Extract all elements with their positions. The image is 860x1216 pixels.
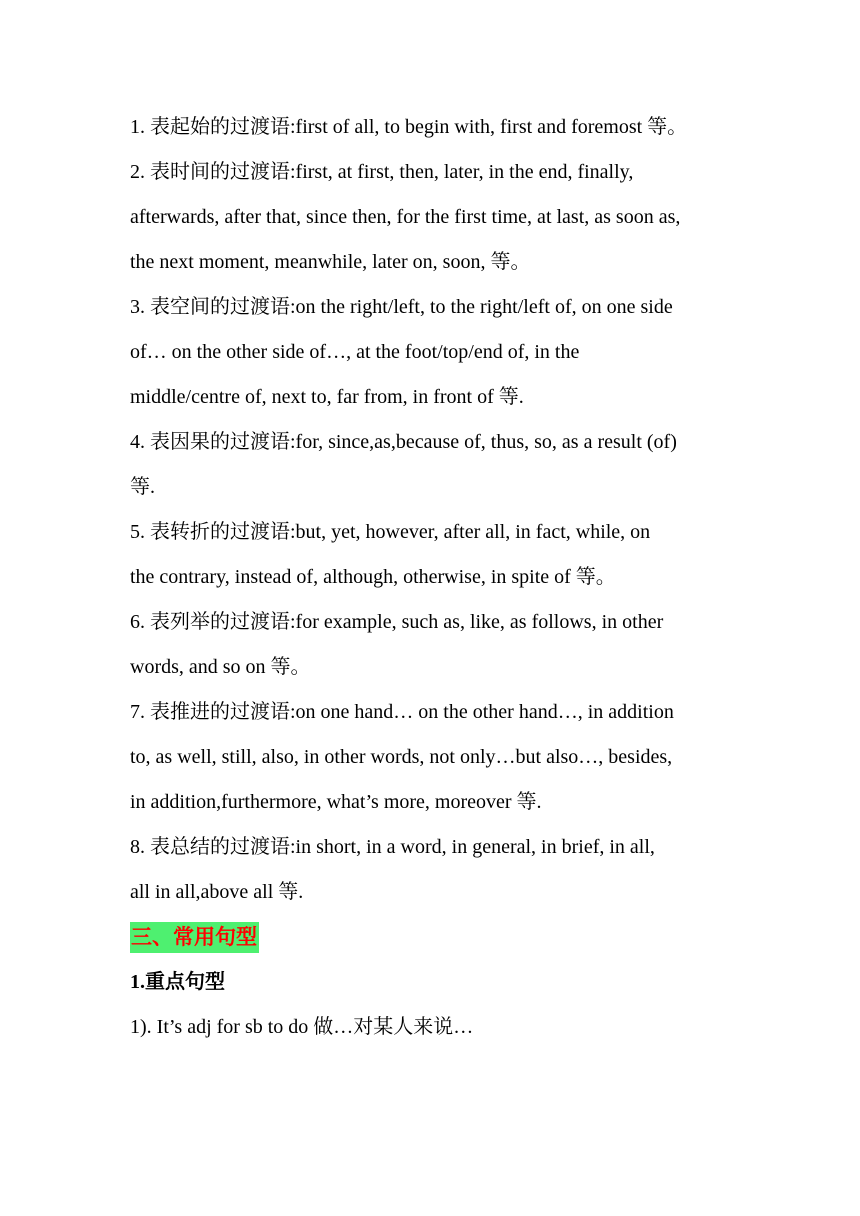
text-line-6: of… on the other side of…, at the foot/top/end of, in the (130, 341, 580, 363)
text-line-14: 7. 表推进的过渡语:on one hand… on the other hand…, in addition (130, 701, 674, 723)
text-line-11: the contrary, instead of, although, otherwise, in spite of 等。 (130, 566, 616, 588)
text-line-8: 4. 表因果的过渡语:for, since,as,because of, thus, so, as a result (of) (130, 431, 677, 453)
text-line-10: 5. 表转折的过渡语:but, yet, however, after all, in fact, while, on (130, 521, 651, 543)
text-line-17: 8. 表总结的过渡语:in short, in a word, in general, in brief, in all, (130, 836, 655, 858)
text-line-5: 3. 表空间的过渡语:on the right/left, to the right/left of, on one side (130, 296, 673, 318)
text-line-12: 6. 表列举的过渡语:for example, such as, like, as follows, in other (130, 611, 664, 633)
text-line-13: words, and so on 等。 (130, 656, 311, 678)
text-line-16: in addition,furthermore, what’s more, moreover 等. (130, 791, 542, 813)
example-sentence: 1). It’s adj for sb to do 做…对某人来说… (130, 1016, 474, 1038)
text-line-4: the next moment, meanwhile, later on, soon, 等。 (130, 251, 531, 273)
sub-heading: 1.重点句型 (130, 971, 225, 993)
section-heading-row (130, 915, 735, 960)
text-line-9: 等. (130, 476, 155, 498)
section-heading: 三、常用句型 (130, 922, 259, 953)
text-line-7: middle/centre of, next to, far from, in front of 等. (130, 386, 524, 408)
text-line-18: all in all,above all 等. (130, 881, 304, 903)
text-line-15: to, as well, still, also, in other words, not only…but also…, besides, (130, 746, 673, 768)
text-line-3: afterwards, after that, since then, for the first time, at last, as soon as, (130, 206, 681, 228)
text-line-2: 2. 表时间的过渡语:first, at first, then, later, in the end, finally, (130, 161, 634, 183)
text-line-1: 1. 表起始的过渡语:first of all, to begin with, first and foremost 等。 (130, 116, 688, 138)
document-content (130, 105, 735, 1050)
